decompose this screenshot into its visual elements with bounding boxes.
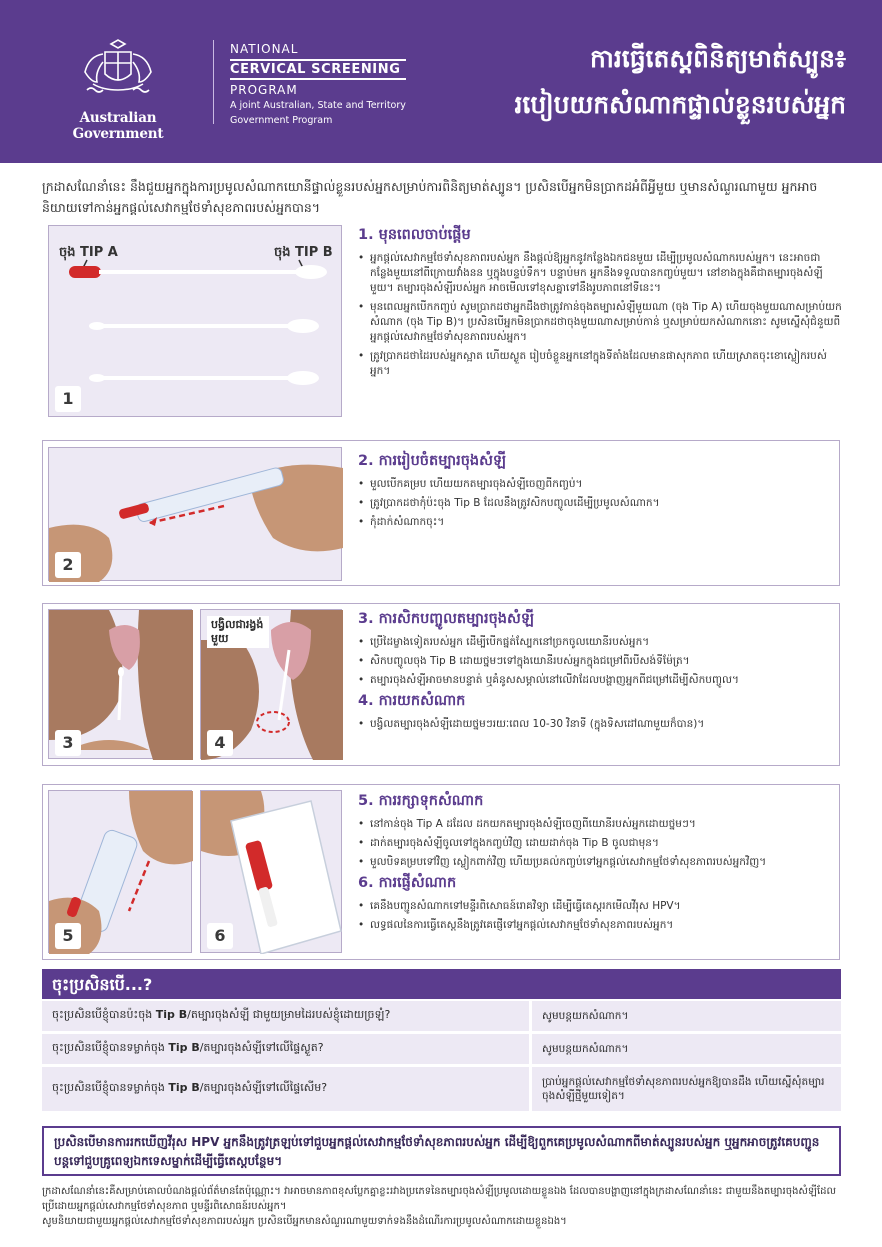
list-item: • បង្វិលតម្បារចុងសំឡីដោយថ្នមៗរយៈពេល 10-30 វិនាទី (ក្នុងទិសដៅណាមួយក៏បាន)។	[358, 717, 842, 732]
list-item: • តម្បារចុងសំឡីអាចមានបន្ទាត់ ឬគំនូសសម្គាល់នៅលើវាដែលបង្ហាញអ្នកពីជម្រៅដើម្បីសិកបញ្ចូល។	[358, 673, 842, 688]
tip-a-label: ចុង TIP A	[59, 245, 118, 260]
step-number-4: 4	[207, 730, 233, 756]
program-line-1: NATIONAL	[230, 42, 299, 56]
question-text: ចុះប្រសិនបើខ្ញុំបានប៉ះចុង	[52, 1008, 156, 1021]
coat-of-arms-icon	[75, 38, 161, 102]
list-item: • លទ្ធផលនៃការធ្វើតេស្តនឹងត្រូវគេផ្ញើទៅអ្នកផ្តល់សេវាកម្មថែទាំសុខភាពរបស់អ្នក។	[358, 918, 842, 933]
table-question	[42, 1001, 529, 1031]
australian-government-logo	[38, 38, 198, 142]
section-title-6: 6. ការផ្ញើសំណាក	[358, 875, 457, 891]
section-inserting-swab	[358, 610, 842, 736]
list-item: • ប្រើដៃម្ខាងទៀតរបស់អ្នក ដើម្បីបើកផ្នត់ស្បែកនៅច្រកចូលយោនីរបស់អ្នក។	[358, 635, 842, 650]
rotate-label: បង្វិលជារង្វង់មួយ	[207, 616, 269, 648]
tip-b-label: ចុង TIP B	[274, 245, 333, 260]
table-row	[42, 1067, 841, 1111]
step-number-3: 3	[55, 730, 81, 756]
table-answer: ប្រាប់អ្នកផ្តល់សេវាកម្មថែទាំសុខភាពរបស់អ្នកឱ្យបានដឹង ហើយស្នើសុំតម្បារចុងសំឡីថ្មីមួយទៀត។	[532, 1067, 841, 1111]
section-preparing-swab	[358, 452, 842, 534]
illustration-panel-6	[200, 790, 342, 953]
page-title	[514, 36, 846, 128]
question-text: /តម្បារចុងសំឡីទៅលើផ្ទៃស្ងួត?	[199, 1041, 324, 1054]
section-before-you-start	[358, 226, 842, 383]
page-title-line-1: ការធ្វើតេស្តពិនិត្យមាត់ស្បូន៖	[590, 44, 846, 73]
question-bold: Tip B	[155, 1008, 188, 1021]
footer-disclaimer	[42, 1184, 842, 1229]
what-if-table	[42, 1001, 841, 1114]
swab-cap-red	[69, 266, 101, 278]
section-title-5: 5. ការរក្សាទុកសំណាក	[358, 793, 484, 809]
list-item: • មុនពេលអ្នកបើកកញ្ចប់ សូមប្រាកដថាអ្នកដឹងថាត្រូវកាន់ចុងតម្បារសំឡីមួយណា (ចុង Tip A) ហើយចុងមួយណាសម្រាប់យកសំណាក (ចុង Tip B)។ ប្រសិនបើអ្នកមិនប្រាកដថាចុងមួយណាសម្រាប់កាន់ ឬសម្រាប់យកសំណាកនោះ សូមស្នើសុំជំនួយពីអ្នកផ្តល់សេវាកម្មថែទាំសុខភាពរបស់អ្នក។	[358, 300, 842, 345]
intro-text: ក្រដាសណែនាំនេះ នឹងជួយអ្នកក្នុងការប្រមូលសំណាកយោនីផ្ទាល់ខ្លួនរបស់អ្នកសម្រាប់ការពិនិត្យមាត់ស្បូន។ ប្រសិនបើអ្នកមិនប្រាកដអំពីអ្វីមួយ ឬមានសំណួរណាមួយ អ្នកអាចនិយាយទៅកាន់អ្នកផ្តល់សេវាកម្មថែទាំសុខភាពរបស់អ្នកបាន។	[42, 179, 818, 215]
header-divider	[213, 40, 214, 124]
section-storing-sample	[358, 792, 842, 937]
illustration-panel-5	[48, 790, 192, 953]
program-line-3: PROGRAM	[230, 83, 298, 97]
step-number-2: 2	[55, 552, 81, 578]
section-title-4: 4. ការយកសំណាក	[358, 693, 466, 709]
table-answer: សូមបន្តយកសំណាក។	[532, 1001, 841, 1031]
table-row	[42, 1001, 841, 1031]
section-title-2: 2. ការរៀបចំតម្បារចុងសំឡី	[358, 453, 507, 469]
ncsp-logo	[230, 42, 406, 127]
program-line-4: A joint Australian, State and Territory	[230, 100, 406, 111]
program-line-2: CERVICAL SCREENING	[230, 59, 406, 80]
list-item: • មួលបិទគម្របទៅវិញ ស្លៀកពាក់វិញ ហើយប្រគល់កញ្ចប់ទៅអ្នកផ្តល់សេវាកម្មថែទាំសុខភាពរបស់អ្នកវិញ។	[358, 855, 842, 870]
footer-line-2: សូមនិយាយជាមួយអ្នកផ្តល់សេវាកម្មថែទាំសុខភាពរបស់អ្នក ប្រសិនបើអ្នកមានសំណួរណាមួយទាក់ទងនឹងដំណើរការប្រមូលសំណាកដោយខ្លួនឯង។	[42, 1216, 567, 1227]
question-text: ចុះប្រសិនបើខ្ញុំបានទម្លាក់ចុង	[52, 1041, 169, 1054]
step-number-5: 5	[55, 923, 81, 949]
hpv-notice: ប្រសិនបើមានការរកឃើញវីរុស HPV អ្នកនឹងត្រូវត្រឡប់ទៅជួបអ្នកផ្តល់សេវាកម្មថែទាំសុខភាពរបស់អ្នក ដើម្បីឱ្យពួកគេប្រមូលសំណាកពីមាត់ស្បូនរបស់អ្នក ឬអ្នកអាចត្រូវគេបញ្ជូនបន្តទៅជួបគ្រូពេទ្យឯកទេសម្នាក់ដើម្បីធ្វើតេស្តបន្ថែម។	[42, 1126, 841, 1176]
page-title-line-2: របៀបយកសំណាកផ្ទាល់ខ្លួនរបស់អ្នក	[514, 90, 846, 119]
question-text: /តម្បារចុងសំឡី ជាមួយម្រាមដៃរបស់ខ្ញុំដោយច្រឡំ?	[187, 1008, 391, 1021]
swab-diagram	[49, 226, 343, 418]
question-bold: Tip B	[168, 1041, 200, 1054]
list-item: • អ្នកផ្តល់សេវាកម្មថែទាំសុខភាពរបស់អ្នក នឹងផ្តល់ឱ្យអ្នកនូវកន្លែងឯកជនមួយ ដើម្បីប្រមូលសំណាករបស់អ្នក។ នេះអាចជាកន្លែងមួយនៅពីក្រោយវាំងនន ឬក្នុងបន្ទប់ទឹក។ បន្ទាប់មក អ្នកនឹងទទួលបានកញ្ចប់មួយ។ នៅខាងក្នុងគឺជាតម្បារចុងសំឡីមួយ។ តម្បារចុងសំឡីរបស់អ្នក អាចមើលទៅខុសគ្នាទៅនឹងរូបភាពនៅទីនេះ។	[358, 251, 842, 296]
what-if-heading: ចុះប្រសិនបើ...?	[42, 969, 841, 999]
hands-preparing-swab-illustration	[49, 448, 343, 582]
table-answer: សូមបន្តយកសំណាក។	[532, 1034, 841, 1064]
list-item: • ត្រូវប្រាកដថាកុំប៉ះចុង Tip B ដែលនឹងត្រូវសិកបញ្ចូលដើម្បីប្រមូលសំណាក។	[358, 496, 842, 511]
footer-line-1: ក្រដាសណែនាំនេះគឺសម្រាប់គោលបំណងផ្តល់ព័ត៌មានតែប៉ុណ្ណោះ។ វាអាចមានភាពខុសប្លែកគ្នាខ្លះរវាងប្រភេទនៃតម្បារចុងសំឡីប្រមូលដោយខ្លួនឯង ដែលបានបង្ហាញនៅក្នុងក្រដាសណែនាំនេះ ជាមួយនឹងតម្បារចុងសំឡីដែលប្រើដោយអ្នកផ្តល់សេវាកម្មថែទាំសុខភាព ឬមន្ទីរពិសោធន៍របស់អ្នក។	[42, 1186, 837, 1212]
illustration-panel-1	[48, 225, 342, 417]
list-item: • នៅកាន់ចុង Tip A ដដែល ដកយកតម្បារចុងសំឡីចេញពីយោនីរបស់អ្នកដោយថ្នមៗ។	[358, 817, 842, 832]
list-item: • កុំដាក់សំណាកចុះ។	[358, 515, 842, 530]
list-item: • ត្រូវប្រាកដថាដៃរបស់អ្នកស្អាត ហើយស្ងួត រៀបចំខ្លួនអ្នកនៅក្នុងទីតាំងដែលមានផាសុកភាព ហើយស្រាតចុះខោស្លៀករបស់អ្នក។	[358, 349, 842, 379]
table-question	[42, 1067, 529, 1111]
section-title-1: 1. មុនពេលចាប់ផ្តើម	[358, 227, 471, 243]
question-text: ចុះប្រសិនបើខ្ញុំបានទម្លាក់ចុង	[52, 1081, 169, 1094]
illustration-panel-4	[200, 609, 342, 759]
government-name: Australian Government	[72, 110, 164, 142]
illustration-panel-3	[48, 609, 192, 759]
question-text: /តម្បារចុងសំឡីទៅលើផ្ទៃសើម?	[199, 1081, 328, 1094]
list-item: • ដាក់តម្បារចុងសំឡីចូលទៅក្នុងកញ្ចប់វិញ ដោយដាក់ចុង Tip B ចូលជាមុន។	[358, 836, 842, 851]
section-title-3: 3. ការសិកបញ្ចូលតម្បារចុងសំឡី	[358, 611, 534, 627]
table-row	[42, 1034, 841, 1064]
table-question	[42, 1034, 529, 1064]
list-item: • សិកបញ្ចូលចុង Tip B ដោយថ្នមៗទៅក្នុងយោនីរបស់អ្នកក្នុងជម្រៅពីរបីសង់ទីម៉ែត្រ។	[358, 654, 842, 669]
question-bold: Tip B	[168, 1081, 200, 1094]
step-number-1: 1	[55, 386, 81, 412]
step-number-6: 6	[207, 923, 233, 949]
list-item: • គេនឹងបញ្ជូនសំណាកទៅមន្ទីរពិសោធន៍រោគវិទ្យា ដើម្បីធ្វើតេស្តរកមើលវីរុស HPV។	[358, 899, 842, 914]
illustration-panel-2	[48, 447, 342, 581]
list-item: • មួលបើកគម្រប ហើយយកតម្បារចុងសំឡីចេញពីកញ្ចប់។	[358, 477, 842, 492]
program-line-5: Government Program	[230, 115, 333, 126]
